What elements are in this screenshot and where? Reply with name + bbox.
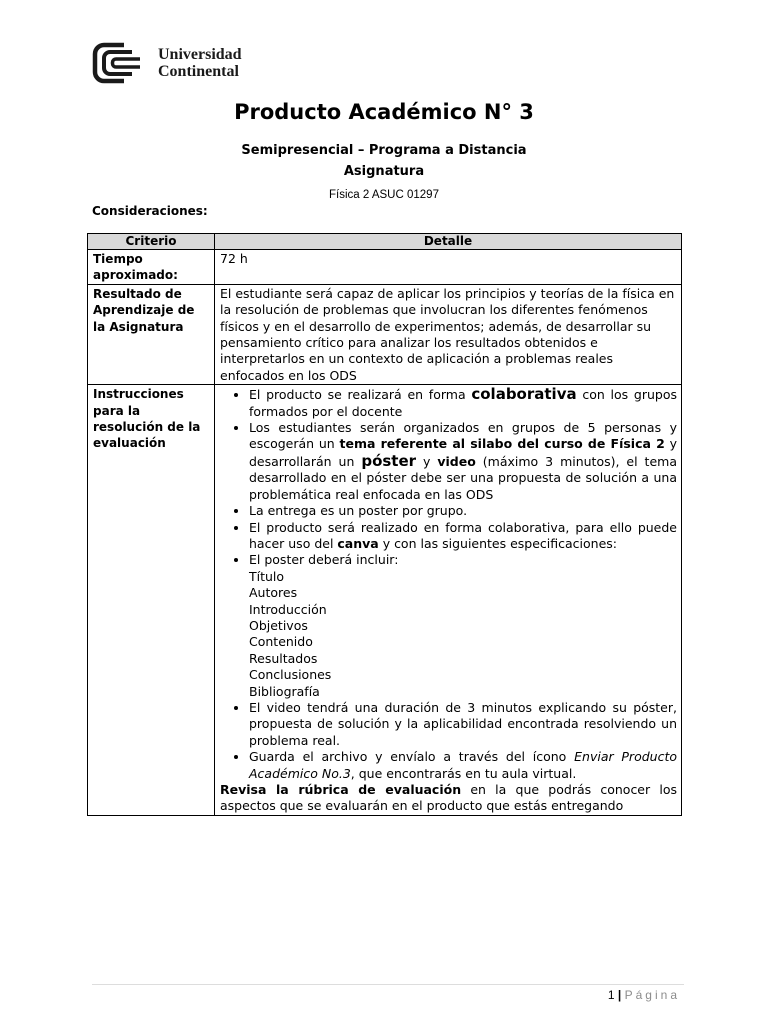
instructions-list (220, 386, 677, 568)
page-footer (608, 988, 680, 1002)
poster-item: Resultados (249, 650, 318, 666)
header-criterio: Criterio (88, 234, 215, 250)
criterio-tiempo: Tiempo aproximado: (88, 250, 215, 285)
considerations-heading: Consideraciones: (92, 204, 208, 218)
logo-line-1: Universidad (158, 46, 242, 63)
header-detalle: Detalle (215, 234, 682, 250)
logo-line-2: Continental (158, 63, 239, 80)
footer-divider (92, 984, 684, 985)
list-item: • El poster deberá incluir: (249, 552, 677, 568)
poster-item: Título (249, 568, 285, 584)
criteria-table (87, 233, 682, 816)
page-number: 1 (607, 988, 615, 1002)
instructions-list-cont (220, 700, 677, 782)
list-item: • Los estudiantes serán organizados en grupos de 5 personas y escogerán un tema referente al silabo del curso de Física 2 y desarrollarán un póster y video (máximo 3 minutos), el tema desarrollado en el póster debe ser una propuesta de solución a una problemática real enfocada en las ODS (249, 420, 677, 503)
university-logo (92, 42, 242, 84)
list-item: • La entrega es un poster por grupo. (249, 503, 677, 519)
detalle-resultado: El estudiante será capaz de aplicar los principios y teorías de la física en la resolución de problemas que involucran los diferentes fenómenos físicos y en el desarrollo de experimentos; además, de desarrollar su pensamiento crítico para analizar los resultados obtenidos e interpretarlos en un contexto de aplicación a problemas reales enfocados en los ODS (215, 284, 682, 384)
list-item: • Guarda el archivo y envíalo a través del ícono Enviar Producto Académico No.3, que encontrarás en tu aula virtual. (249, 749, 677, 782)
poster-item: Autores (249, 585, 298, 601)
list-item: • El producto se realizará en forma colaborativa con los grupos formados por el docente (249, 386, 677, 420)
list-item: • El video tendrá una duración de 3 minutos explicando su póster, propuesta de solución y la aplicabilidad encontrada resolviendo un problema real. (249, 700, 677, 749)
table-row (88, 284, 682, 384)
poster-item: Conclusiones (249, 667, 332, 683)
subtitle-asignatura: Asignatura (343, 164, 425, 179)
poster-item: Introducción (249, 601, 327, 617)
page-label: Página (624, 988, 680, 1002)
detalle-tiempo: 72 h (215, 250, 682, 285)
footer-separator: | (617, 988, 622, 1002)
page-title: Producto Académico N° 3 (234, 100, 534, 124)
table-row (88, 250, 682, 285)
subtitle-modality: Semipresencial – Programa a Distancia (241, 143, 527, 158)
table-header-row (88, 234, 682, 250)
poster-item: Objetivos (249, 617, 308, 633)
poster-item: Bibliografía (249, 683, 320, 699)
table-row (88, 385, 682, 816)
continental-logo-icon (92, 42, 152, 84)
list-item: • El producto será realizado en forma colaborativa, para ello puede hacer uso del canva y con las siguientes especificaciones: (249, 520, 677, 553)
poster-items (220, 569, 677, 700)
course-code: Física 2 ASUC 01297 (329, 189, 439, 201)
criterio-instrucciones: Instrucciones para la resolución de la evaluación (88, 385, 215, 816)
rubric-note: Revisa la rúbrica de evaluación en la que podrás conocer los aspectos que se evaluarán en el producto que estás entregando (220, 782, 677, 814)
poster-item: Contenido (249, 634, 313, 650)
criterio-resultado: Resultado de Aprendizaje de la Asignatura (88, 284, 215, 384)
detalle-instrucciones (215, 385, 682, 816)
